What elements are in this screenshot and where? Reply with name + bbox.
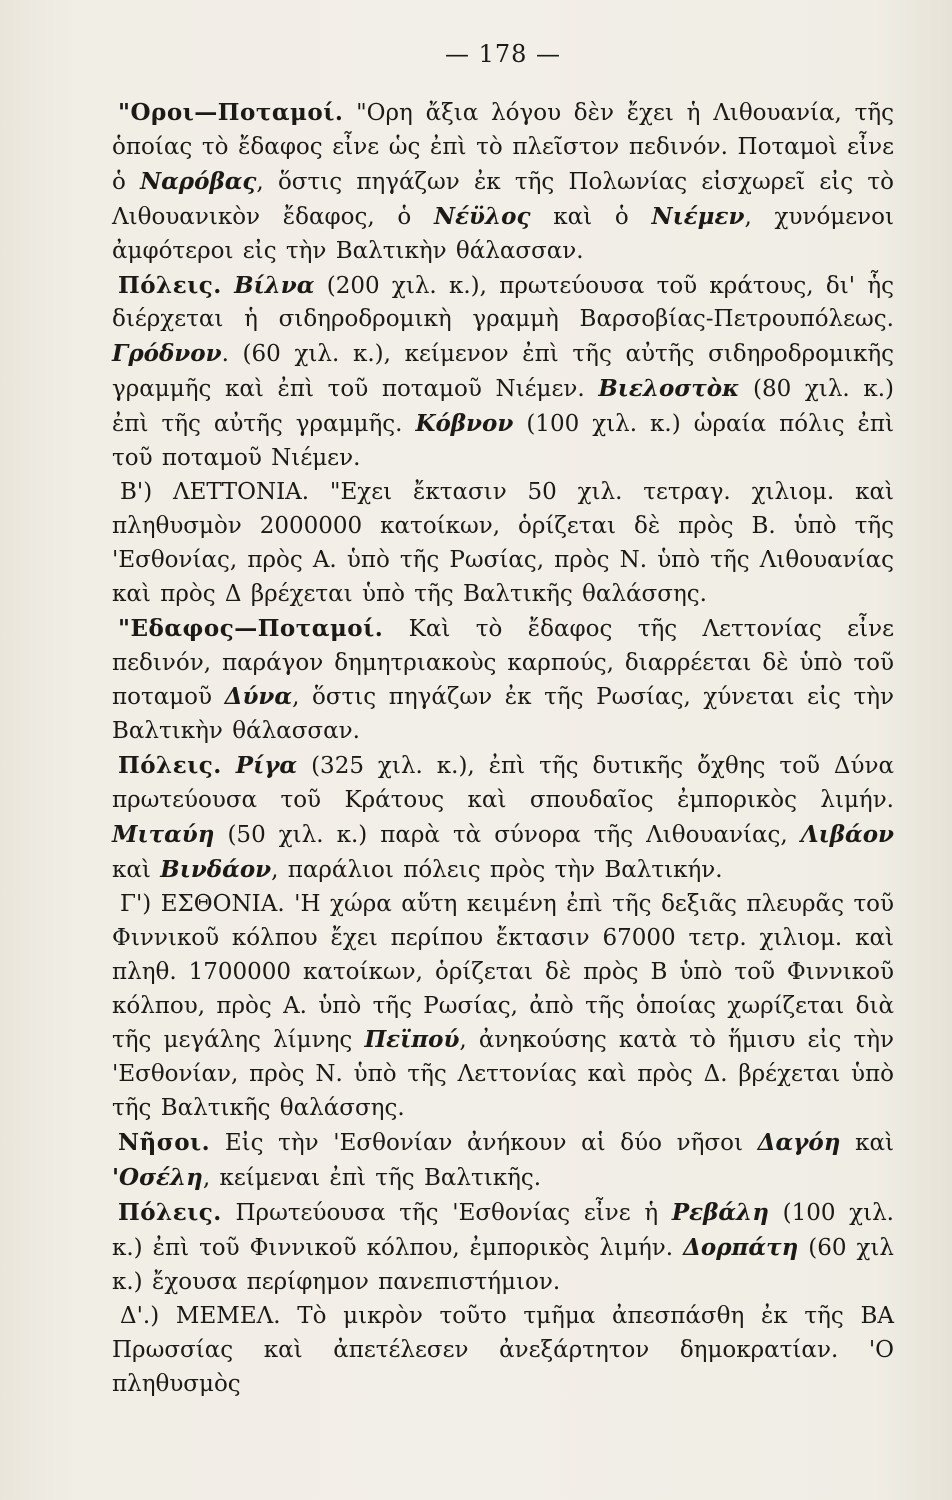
- paragraph-text: (80 χιλ. κ.) ἐπὶ τῆς αὐτῆς γραμμῆς.: [112, 376, 894, 438]
- proper-name: Γρόδνον: [112, 340, 222, 368]
- paragraph-text: Καὶ τὸ ἔδαφος τῆς Λεττονίας εἶνε πεδινόν, παράγον δημητριακοὺς καρπούς, διαρρέεται δὲ ὑπὸ τοῦ ποταμοῦ: [112, 615, 894, 711]
- proper-name: Νιέμεν: [651, 202, 745, 230]
- paragraph-text: καὶ: [840, 1130, 894, 1157]
- page-number: [112, 40, 894, 68]
- paragraph-text: . (60 χιλ. κ.), κείμενον ἐπὶ τῆς αὐτῆς σιδηροδρομικῆς γραμμῆς καὶ ἐπὶ τοῦ ποταμοῦ Νιέμεν.: [112, 341, 894, 403]
- paragraph-heading: Πόλεις.: [118, 271, 222, 299]
- paragraph-heading: Πόλεις.: [118, 752, 222, 780]
- proper-name: Νέϋλος: [434, 202, 531, 230]
- paragraph-latvia-soil: [112, 612, 894, 750]
- proper-name: Βίλνα: [234, 271, 315, 299]
- paragraph-latvia-cities: [112, 749, 894, 888]
- paragraph-text: Γ') ΕΣΘΟΝΙΑ. 'Η χώρα αὕτη κειμένη ἐπὶ τῆς δεξιᾶς πλευρᾶς τοῦ Φιννικοῦ κόλπου ἔχει περίπου ἔκτασιν 67000 τετρ. χιλιομ. καὶ πληθ. 1700000 κατοίκων, ὁρίζεται δὲ πρὸς Β ὑπὸ τοῦ Φιννικοῦ κόλπου, πρὸς Α. ὑπὸ τῆς Ρωσίας, ἀπὸ τῆς ὁποίας χωρίζεται διὰ τῆς μεγάλης λίμνης: [112, 890, 894, 1054]
- paragraph-heading: Νῆσοι.: [118, 1129, 211, 1157]
- paragraph-text: , ἀνηκούσης κατὰ τὸ ἥμισυ εἰς τὴν 'Εσθονίαν, πρὸς Ν. ὑπὸ τῆς Λεττονίας καὶ πρὸς Δ. βρέχεται ὑπὸ τῆς Βαλτικῆς θαλάσσης.: [112, 1027, 895, 1122]
- proper-name: Μιταύη: [112, 821, 215, 849]
- paragraph-latvia-intro: [112, 476, 894, 612]
- paragraph-memel-intro: [112, 1300, 894, 1402]
- paragraph-text: , παράλιοι πόλεις πρὸς τὴν Βαλτικήν.: [271, 856, 723, 883]
- paragraph-text: καὶ: [112, 856, 161, 883]
- paragraph-text: Εἰς τὴν 'Εσθονίαν ἀνήκουν αἱ δύο νῆσοι: [210, 1130, 758, 1157]
- paragraph-text: (100 χιλ. κ.) ὡραία πόλις ἐπὶ τοῦ ποταμοῦ Νιέμεν.: [112, 411, 894, 472]
- paragraph-text: , χυνόμενοι ἀμφότεροι εἰς τὴν Βαλτικὴν θάλασσαν.: [112, 203, 894, 264]
- paragraph-estonia-cities: [112, 1196, 894, 1300]
- paragraph-lithuania-mountains: [112, 96, 894, 269]
- paragraph-text: Β') ΛΕΤΤΟΝΙΑ. "Εχει ἔκτασιν 50 χιλ. τετραγ. χιλιομ. καὶ πληθυσμὸν 2000000 κατοίκων, ὁρίζεται δὲ πρὸς Β. ὑπὸ τῆς 'Εσθονίας, πρὸς Α. ὑπὸ τῆς Ρωσίας, πρὸς Ν. ὑπὸ τῆς Λιθουανίας καὶ πρὸς Δ βρέχεται ὑπὸ τῆς Βαλτικῆς θαλάσσης.: [112, 478, 894, 607]
- paragraph-text: Πρωτεύουσα τῆς 'Εσθονίας εἶνε ἡ: [221, 1200, 672, 1226]
- text-body: [112, 96, 894, 1401]
- paragraph-text: (100 χιλ. κ.) ἐπὶ τοῦ Φιννικοῦ κόλπου, ἐμπορικὸς λιμήν.: [112, 1200, 894, 1261]
- paragraph-text: (60 χιλ κ.) ἔχουσα περίφημον πανεπιστήμιον.: [112, 1234, 894, 1295]
- proper-name: Δορπάτη: [683, 1233, 799, 1261]
- paragraph-text: [222, 273, 234, 299]
- paragraph-text: (50 χιλ. κ.) παρὰ τὰ σύνορα τῆς Λιθουανίας,: [214, 822, 801, 849]
- paragraph-estonia-islands: [112, 1126, 894, 1196]
- paragraph-estonia-intro: [112, 888, 894, 1126]
- proper-name: Ρίγα: [235, 752, 298, 780]
- proper-name: Πεϊπού: [364, 1026, 460, 1054]
- paragraph-text: , ὅστις πηγάζων ἐκ τῆς Πολωνίας εἰσχωρεῖ εἰς τὸ Λιθουανικὸν ἔδαφος, ὁ: [112, 168, 894, 230]
- paragraph-heading: "Εδαφος—Ποταμοί.: [118, 614, 384, 642]
- paragraph-lithuania-cities: [112, 269, 894, 476]
- proper-name: Δύνα: [224, 683, 293, 711]
- proper-name: Ρεβάλη: [671, 1199, 769, 1226]
- proper-name: 'Οσέλη: [112, 1164, 203, 1192]
- paragraph-text: "Ορη ἄξια λόγου δὲν ἔχει ἡ Λιθουανία, τῆς ὁποίας τὸ ἔδαφος εἶνε ὡς ἐπὶ τὸ πλεῖστον πεδινόν. Ποταμοὶ εἶνε ὁ: [112, 100, 894, 195]
- paragraph-text: καὶ ὁ: [530, 203, 652, 230]
- paragraph-text: (325 χιλ. κ.), ἐπὶ τῆς δυτικῆς ὄχθης τοῦ Δύνα πρωτεύουσα τοῦ Κράτους καὶ σπουδαῖος ἐμπορικὸς λιμήν.: [112, 753, 895, 814]
- paragraph-text: [222, 753, 236, 779]
- proper-name: Δαγόη: [757, 1129, 841, 1157]
- paragraph-text: , κείμεναι ἐπὶ τῆς Βαλτικῆς.: [202, 1165, 542, 1192]
- proper-name: Κόβνον: [415, 410, 514, 438]
- proper-name: Βιελοστὸκ: [598, 375, 740, 403]
- paragraph-heading: Πόλεις.: [118, 1199, 222, 1226]
- proper-name: Ναρόβας: [140, 167, 257, 195]
- paragraph-heading: "Οροι—Ποταμοί.: [118, 99, 344, 126]
- page-number-text: — 178 —: [444, 40, 562, 68]
- paragraph-text: (200 χιλ. κ.), πρωτεύουσα τοῦ κράτους, δι' ἧς διέρχεται ἡ σιδηροδρομικὴ γραμμὴ Βαρσοβίας-Πετρουπόλεως.: [112, 272, 895, 333]
- paragraph-text: , ὅστις πηγάζων ἐκ τῆς Ρωσίας, χύνεται εἰς τὴν Βαλτικὴν θάλασσαν.: [112, 684, 894, 745]
- proper-name: Βινδάον: [160, 855, 272, 883]
- proper-name: Λιβάον: [800, 821, 894, 849]
- paragraph-text: Δ'.) ΜΕΜΕΛ. Τὸ μικρὸν τοῦτο τμῆμα ἀπεσπάσθη ἐκ τῆς ΒΑ Πρωσσίας καὶ ἀπετέλεσεν ἀνεξάρτητον δημοκρατίαν. 'Ο πληθυσμὸς: [112, 1302, 894, 1397]
